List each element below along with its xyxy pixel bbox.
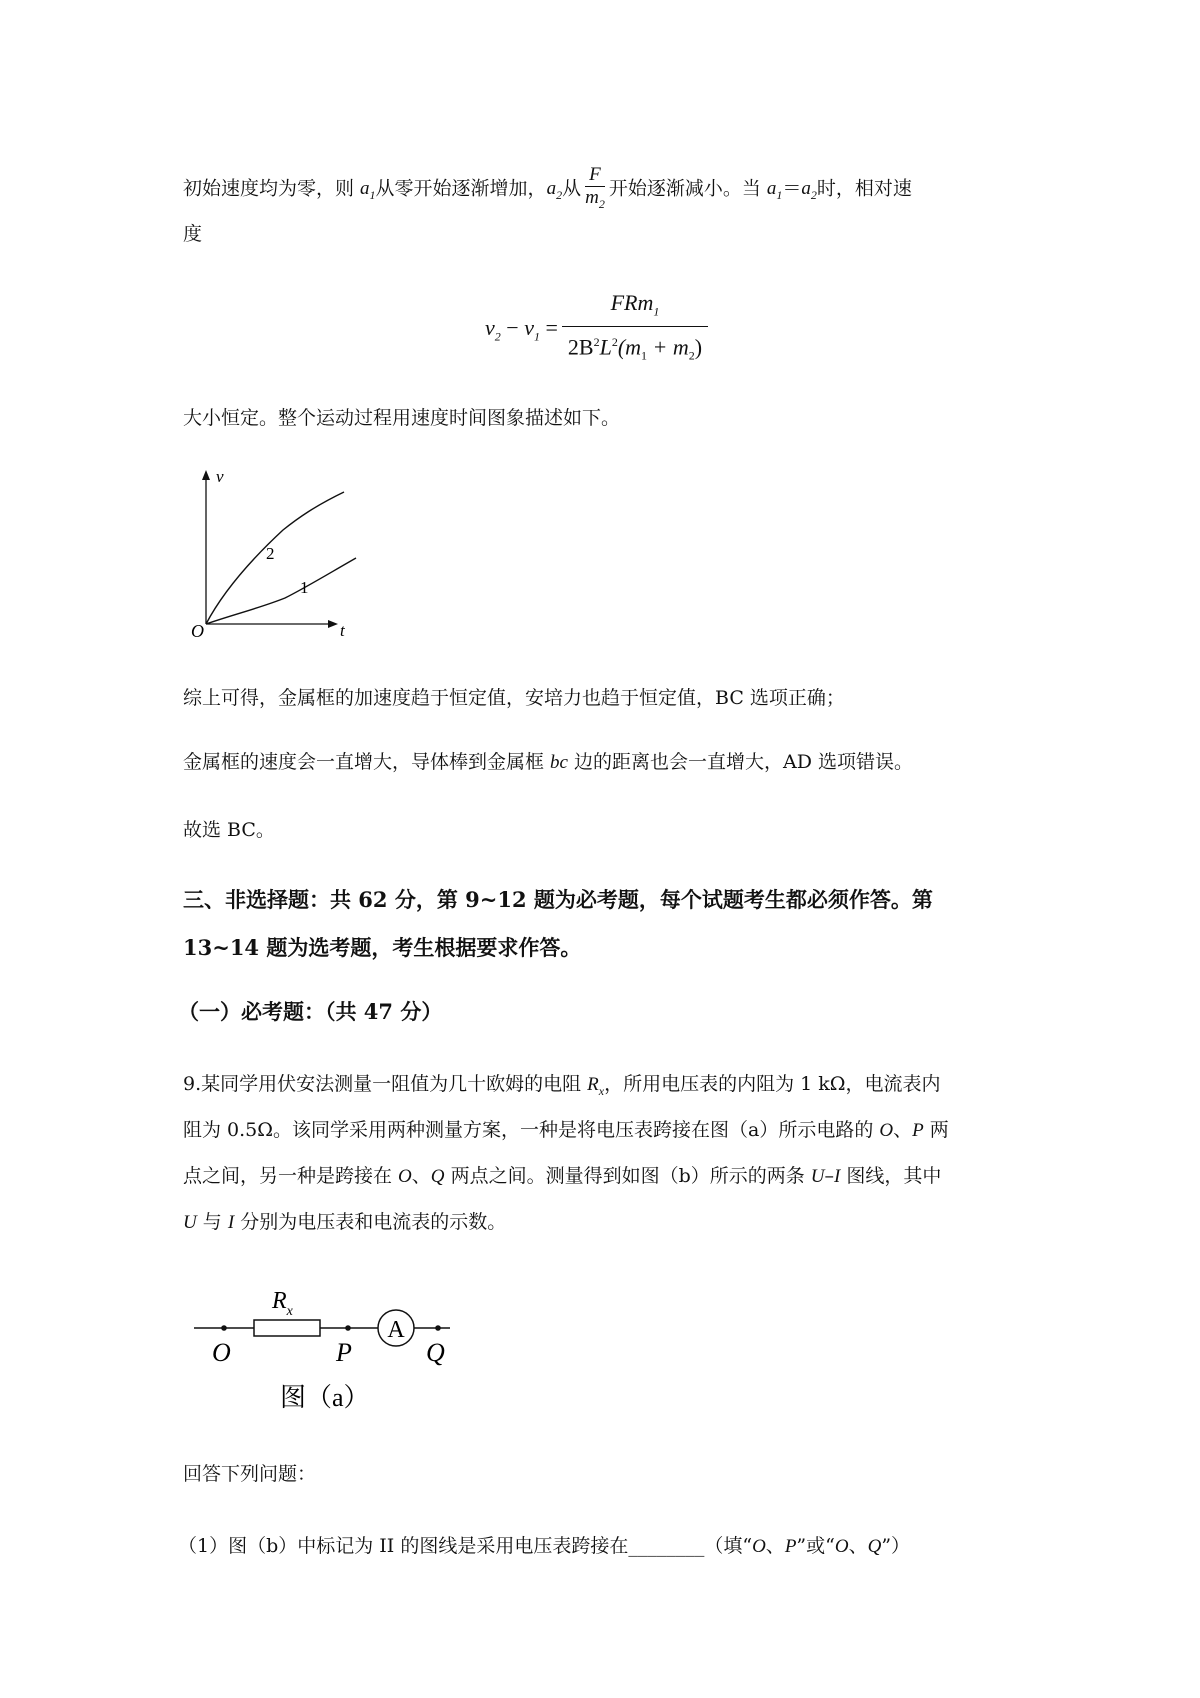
circuit-figure-a — [190, 1276, 460, 1416]
q9-line-1: 9.某同学用伏安法测量一阻值为几十欧姆的电阻 $R_x$，所用电压表的内阻为 1 kΩ，电流表内 — [183, 1073, 941, 1098]
x-axis-arrow — [328, 620, 338, 628]
fraction-f-over-m2: $\frac{F}{m_2}$ — [585, 164, 605, 211]
solution-line-2: 大小恒定。整个运动过程用速度时间图象描述如下。 — [183, 407, 621, 429]
var-a1-eq: $a_1$ — [766, 178, 783, 203]
curve-1-label: 1 — [300, 578, 309, 597]
var-a2: $a_2$ — [546, 178, 563, 203]
y-axis-label: v — [216, 468, 224, 486]
var-rx: $R_x$ — [587, 1074, 605, 1098]
q9-line-2: 阻为 0.5Ω。该同学采用两种测量方案，一种是将电压表跨接在图（a）所示电路的 O、P 两 — [183, 1119, 949, 1141]
solution-line-4: 金属框的速度会一直增大，导体棒到金属框 bc 边的距离也会一直增大，AD 选项错误。 — [183, 751, 914, 773]
var-bc: bc — [550, 752, 568, 773]
y-axis-arrow — [202, 470, 210, 480]
section-heading-line-2: 13~14 题为选考题，考生根据要求作答。 — [183, 935, 582, 960]
q9-line-4: U 与 I 分别为电压表和电流表的示数。 — [183, 1211, 507, 1233]
q9-line-3: 点之间，另一种是跨接在 O、Q 两点之间。测量得到如图（b）所示的两条 U–I 图线，其中 — [183, 1165, 942, 1187]
var-a1: $a_1$ — [360, 178, 376, 203]
relative-velocity-formula — [485, 288, 712, 371]
node-o-label: O — [212, 1338, 231, 1367]
q1-line: （1）图（b）中标记为 II 的图线是采用电压表跨接在________（填“O、P”或“O、Q”） — [178, 1535, 911, 1557]
node-p-label: P — [336, 1338, 352, 1367]
node-q-label: Q — [426, 1338, 445, 1367]
curve-2 — [206, 492, 344, 624]
solution-line-1: 初始速度均为零，则 $a_1$从零开始逐渐增加，$a_2$从 $\frac{F}{m_2}$ 开始逐渐减小。当 $a_1=a_2$时，相对速 — [183, 164, 912, 215]
velocity-time-graph — [180, 468, 380, 638]
section-heading-line-1: 三、非选择题：共 62 分，第 9~12 题为必考题，每个试题考生都必须作答。第 — [183, 887, 933, 912]
node-p-dot — [345, 1325, 351, 1331]
ammeter-label: A — [387, 1317, 405, 1343]
curve-1 — [206, 558, 356, 624]
solution-line-1-wrap: 度 — [183, 223, 203, 245]
node-q-dot — [435, 1325, 441, 1331]
formula-denominator: $2B^2L^2(m_1 + m_2)$ — [567, 334, 703, 364]
formula-numerator: FRm$_1$ — [562, 288, 708, 327]
resistor-rx — [254, 1320, 320, 1336]
formula-fraction — [562, 288, 708, 371]
origin-label: O — [191, 621, 204, 638]
var-a2-eq: $a_2$ — [801, 178, 817, 203]
solution-line-3: 综上可得，金属框的加速度趋于恒定值，安培力也趋于恒定值，BC 选项正确； — [183, 687, 845, 709]
x-axis-label: t — [340, 621, 345, 638]
resistor-label: $R_x$ — [272, 1288, 293, 1319]
formula-lhs: $v_2 - v_1$ = — [485, 314, 558, 344]
sub-heading: （一）必考题：（共 47 分） — [178, 999, 443, 1024]
node-o-dot — [221, 1325, 227, 1331]
solution-line-5: 故选 BC。 — [183, 819, 275, 841]
figure-caption: 图（a） — [280, 1383, 370, 1412]
answer-prompt: 回答下列问题： — [183, 1463, 317, 1485]
curve-2-label: 2 — [266, 544, 275, 563]
